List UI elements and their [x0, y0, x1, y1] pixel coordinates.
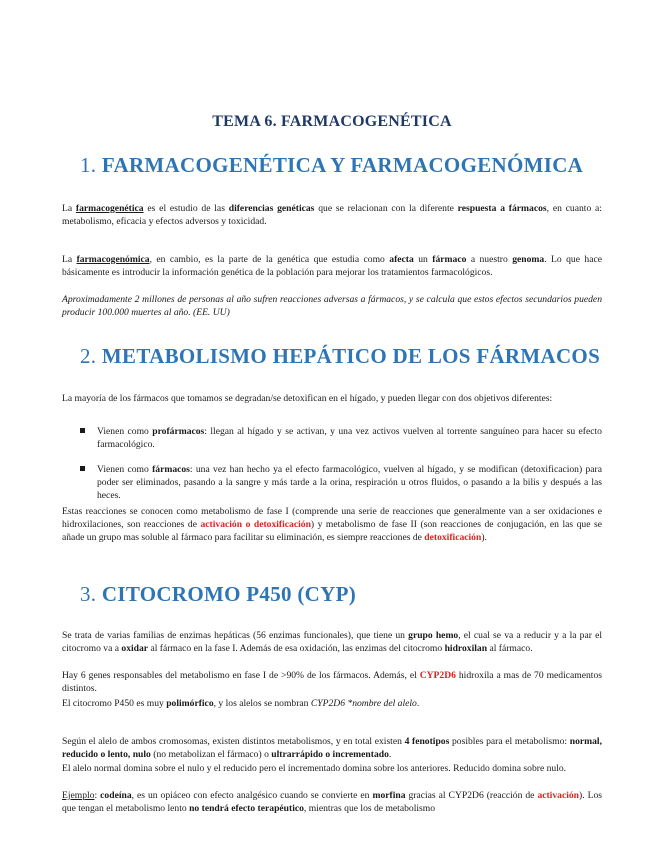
section-2-heading	[80, 344, 600, 369]
section-3-title: CITOCROMO P450 (CYP)	[101, 582, 357, 606]
example-label: Ejemplo	[62, 790, 95, 801]
paragraph-fenotipos: Según el alelo de ambos cromosomas, existen distintos metabolismos, y en total existen 4 fenotipos posibles para el metabolismo: normal, reducido o lento, nulo (no metabolizan el fármaco) o ultrarrápido o incrementado.	[62, 736, 602, 761]
section-1-heading	[80, 153, 583, 178]
paragraph-statistics: Aproximadamente 2 millones de personas al año sufren reacciones adversas a fármacos, y se calcula que estos efectos secundarios pueden producir 100.000 muertes al año. (EE. UU)	[62, 294, 602, 319]
section-1-number: 1.	[80, 153, 97, 177]
highlight-activacion-detoxificacion: activación o detoxificación	[200, 519, 311, 531]
section-3-number: 3.	[80, 582, 97, 606]
term-farmacogenetica: farmacogenética	[75, 203, 144, 214]
list-item-profarmacos: Vienen como profármacos: llegan al hígado y se activan, y una vez activos vuelven al torrente sanguíneo para hacer su efecto farmacológico.	[80, 425, 602, 451]
section-1-title: FARMACOGENÉTICA Y FARMACOGENÓMICA	[101, 153, 584, 177]
paragraph-cyp2d6: Hay 6 genes responsables del metabolismo en fase I de >90% de los fármacos. Además, el CYP2D6 hidroxila a mas de 70 medicamentos distintos.	[62, 670, 602, 695]
paragraph-ejemplo-codeina: Ejemplo: codeína, es un opiáceo con efecto analgésico cuando se convierte en morfina gracias al CYP2D6 (reacción de activación). Los que tengan el metabolismo lento no tendrá efecto terapéutico, mientras que los de metabolismo	[62, 790, 602, 815]
paragraph-farmacogenetica: La farmacogenética es el estudio de las diferencias genéticas que se relacionan con la diferente respuesta a fármacos, en cuanto a: metabolismo, eficacia y efectos adversos y toxicidad.	[62, 203, 602, 228]
document-title: TEMA 6. FARMACOGENÉTICA	[212, 113, 452, 130]
paragraph-metabolismo-intro: La mayoría de los fármacos que tomamos se degradan/se detoxifican en el hígado, y pueden llegar con dos objetivos diferentes:	[62, 393, 553, 404]
highlight-detoxificacion: detoxificación	[424, 532, 482, 544]
section-3-heading	[80, 582, 356, 607]
paragraph-citocromo-intro: Se trata de varias familias de enzimas hepáticas (56 enzimas funcionales), que tiene un grupo hemo, el cual se va a reducir y a la par el citocromo va a oxidar al fármaco en la fase I. Además de esa oxidación, las enzimas del citocromo hidroxilan al fármaco.	[62, 630, 602, 655]
bullet-square-icon	[80, 428, 85, 433]
term-farmacogenomica: farmacogenómica	[76, 254, 150, 265]
highlight-activacion: activación	[537, 790, 580, 801]
bullet-square-icon	[80, 466, 85, 471]
section-2-title: METABOLISMO HEPÁTICO DE LOS FÁRMACOS	[101, 344, 601, 368]
paragraph-dominancia: El alelo normal domina sobre el nulo y el reducido pero el incrementado domina sobre los anteriores. Reducido domina sobre nulo.	[62, 763, 567, 774]
paragraph-farmacogenomica: La farmacogenómica, en cambio, es la parte de la genética que estudia como afecta un fármaco a nuestro genoma. Lo que hace básicamente es introducir la información genética de la población para mejorar los tratamientos farmacológicos.	[62, 254, 602, 279]
section-2-number: 2.	[80, 344, 97, 368]
paragraph-fases-metabolismo: Estas reacciones se conocen como metabolismo de fase I (comprende una serie de reacciones que generalmente van a ser oxidaciones e hidroxilaciones, son reacciones de activación o detoxificación) y metabolismo de fase II (son reacciones de conjugación, en las que se añade un grupo mas soluble al fármaco para facilitar su eliminación, es siempre reacciones de detoxificación).	[62, 506, 602, 544]
paragraph-polimorfico: El citocromo P450 es muy polimórfico, y los alelos se nombran CYP2D6 *nombre del alelo.	[62, 698, 420, 709]
highlight-cyp2d6: CYP2D6	[419, 670, 456, 681]
list-item-farmacos: Vienen como fármacos: una vez han hecho ya el efecto farmacológico, vuelven al hígado, y se modifican (detoxificacion) para poder ser eliminados, pasando a la sangre y más tarde a la orina, respiración u otros fluidos, o pasando a la bilis y después a las heces.	[80, 463, 602, 503]
